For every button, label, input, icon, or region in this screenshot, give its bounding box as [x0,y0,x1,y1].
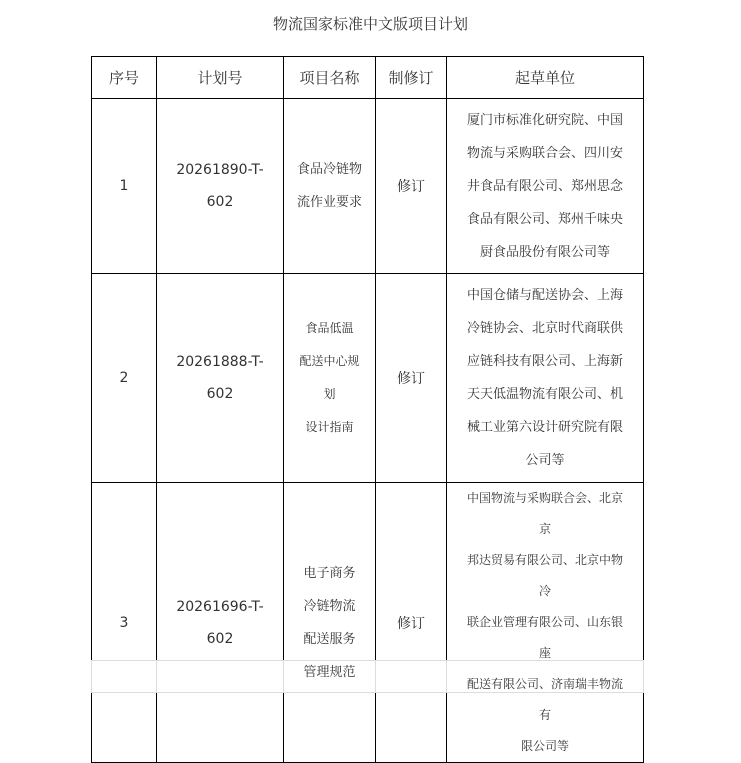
revision-cell: 修订 [376,483,447,763]
drafters-line: 中国物流与采购联合会、北京京 [466,491,623,536]
header-seq: 序号 [92,57,157,99]
project-name-line: 配送中心规 [299,354,360,368]
drafters-line: 物流与采购联合会、四川安 [466,145,623,161]
project-name-line: 管理规范 [303,664,356,680]
header-project-name: 项目名称 [284,57,376,99]
header-drafters: 起草单位 [447,57,644,99]
drafters-line: 冷链协会、北京时代商联供 [466,321,623,336]
plan-no-line: 602 [206,194,234,210]
empty-cell [376,661,447,693]
seq-cell: 3 [92,483,157,763]
project-name-cell [284,274,376,483]
drafters-line: 天天低温物流有限公司、机 [466,387,623,402]
project-name-line: 电子商务 [303,565,356,581]
revision-cell: 修订 [376,274,447,483]
plan-no-line: 20261890-T- [176,162,264,178]
project-name-line: 冷链物流 [303,598,356,614]
drafters-cell [447,274,644,483]
project-name-cell [284,483,376,763]
empty-cell [284,661,376,693]
project-name-line: 配送服务 [303,631,356,647]
project-name-line: 设计指南 [305,420,354,434]
plan-no-line: 602 [206,630,234,647]
drafters-line: 配送有限公司、济南瑞丰物流有 [466,677,623,722]
project-name-cell [284,99,376,274]
empty-cell [157,661,284,693]
drafters-line: 厨食品股份有限公司等 [479,244,610,260]
drafters-line: 厦门市标准化研究院、中国 [466,112,623,128]
drafters-cell [447,483,644,763]
table-header-row [92,57,644,99]
drafters-line: 公司等 [525,453,565,468]
project-name-line: 食品冷链物 [296,162,362,177]
drafters-line: 井食品有限公司、郑州思念 [466,178,623,194]
plan-no-line: 20261888-T- [176,354,264,370]
empty-table-row [91,660,644,693]
drafters-line: 中国仓储与配送协会、上海 [466,288,623,303]
empty-cell [447,661,644,693]
drafters-line: 械工业第六设计研究院有限 [466,420,623,435]
project-plan-table [91,56,644,763]
plan-no-cell [157,483,284,763]
plan-no-cell [157,99,284,274]
empty-cell [92,661,157,693]
header-revision: 制修订 [376,57,447,99]
revision-cell: 修订 [376,99,447,274]
drafters-line: 食品有限公司、郑州千味央 [466,211,623,227]
project-name-line: 食品低温 [305,321,354,335]
header-plan-no: 计划号 [157,57,284,99]
plan-no-line: 20261696-T- [176,598,264,615]
plan-no-line: 602 [206,386,234,402]
seq-cell: 1 [92,99,157,274]
table-row [92,99,644,274]
table-row [92,483,644,763]
seq-cell: 2 [92,274,157,483]
project-name-line: 划 [323,387,336,401]
drafters-line: 应链科技有限公司、上海新 [466,354,623,369]
plan-no-cell [157,274,284,483]
drafters-line: 联企业管理有限公司、山东银座 [466,615,623,660]
drafters-line: 邦达贸易有限公司、北京中物冷 [466,553,623,598]
table-row [92,274,644,483]
drafters-line: 限公司等 [520,739,569,753]
page-title: 物流国家标准中文版项目计划 [272,15,468,33]
project-name-line: 流作业要求 [296,195,362,210]
drafters-cell [447,99,644,274]
